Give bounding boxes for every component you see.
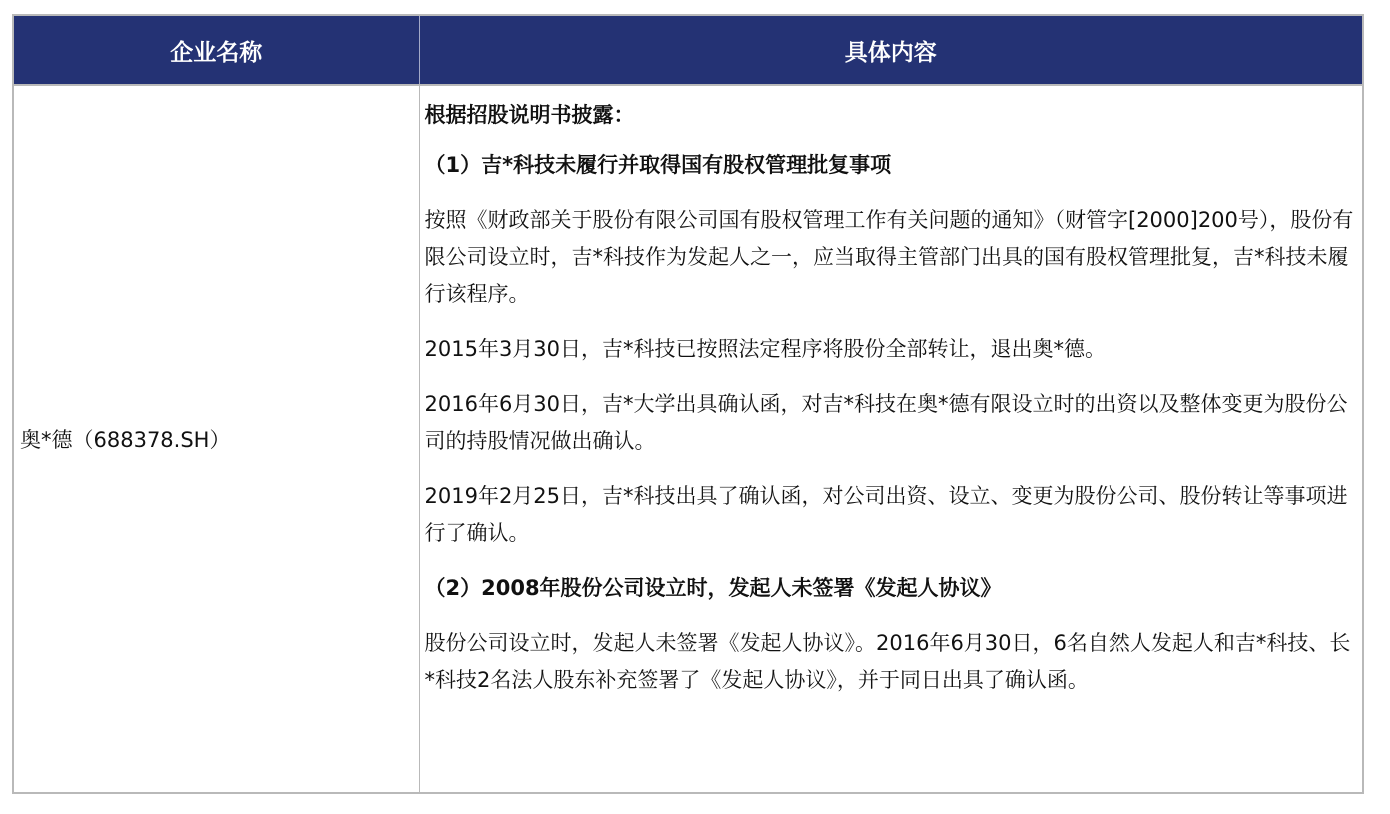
table-header-row — [14, 16, 1362, 85]
details-content — [420, 86, 1363, 711]
paragraph-agreement: 股份公司设立时，发起人未签署《发起人协议》。2016年6月30日，6名自然人发起人和吉*科技、长*科技2名法人股东补充签署了《发起人协议》，并于同日出具了确认函。 — [424, 631, 1351, 692]
paragraph-2015: 2015年3月30日，吉*科技已按照法定程序将股份全部转让，退出奥*德。 — [424, 337, 1107, 361]
paragraph-2019: 2019年2月25日，吉*科技出具了确认函，对公司出资、设立、变更为股份公司、股份转让等事项进行了确认。 — [424, 484, 1348, 545]
details-cell — [419, 85, 1362, 792]
section-heading-2: （2）2008年股份公司设立时，发起人未签署《发起人协议》 — [424, 576, 1002, 600]
section-heading-1: （1）吉*科技未履行并取得国有股权管理批复事项 — [424, 153, 892, 177]
disclosure-table-container — [12, 14, 1364, 794]
paragraph-2016: 2016年6月30日，吉*大学出具确认函，对吉*科技在奥*德有限设立时的出资以及整体变更为股份公司的持股情况做出确认。 — [424, 392, 1348, 453]
intro-heading: 根据招股说明书披露： — [424, 103, 635, 127]
table-row — [14, 85, 1362, 792]
company-name-cell: 奥*德（688378.SH） — [14, 85, 419, 792]
header-details: 具体内容 — [419, 16, 1362, 85]
disclosure-table — [14, 16, 1362, 792]
paragraph-notice: 按照《财政部关于股份有限公司国有股权管理工作有关问题的通知》（财管字[2000]200号），股份有限公司设立时，吉*科技作为发起人之一，应当取得主管部门出具的国有股权管理批复，吉*科技未履行该程序。 — [424, 208, 1354, 306]
header-company-name: 企业名称 — [14, 16, 419, 85]
